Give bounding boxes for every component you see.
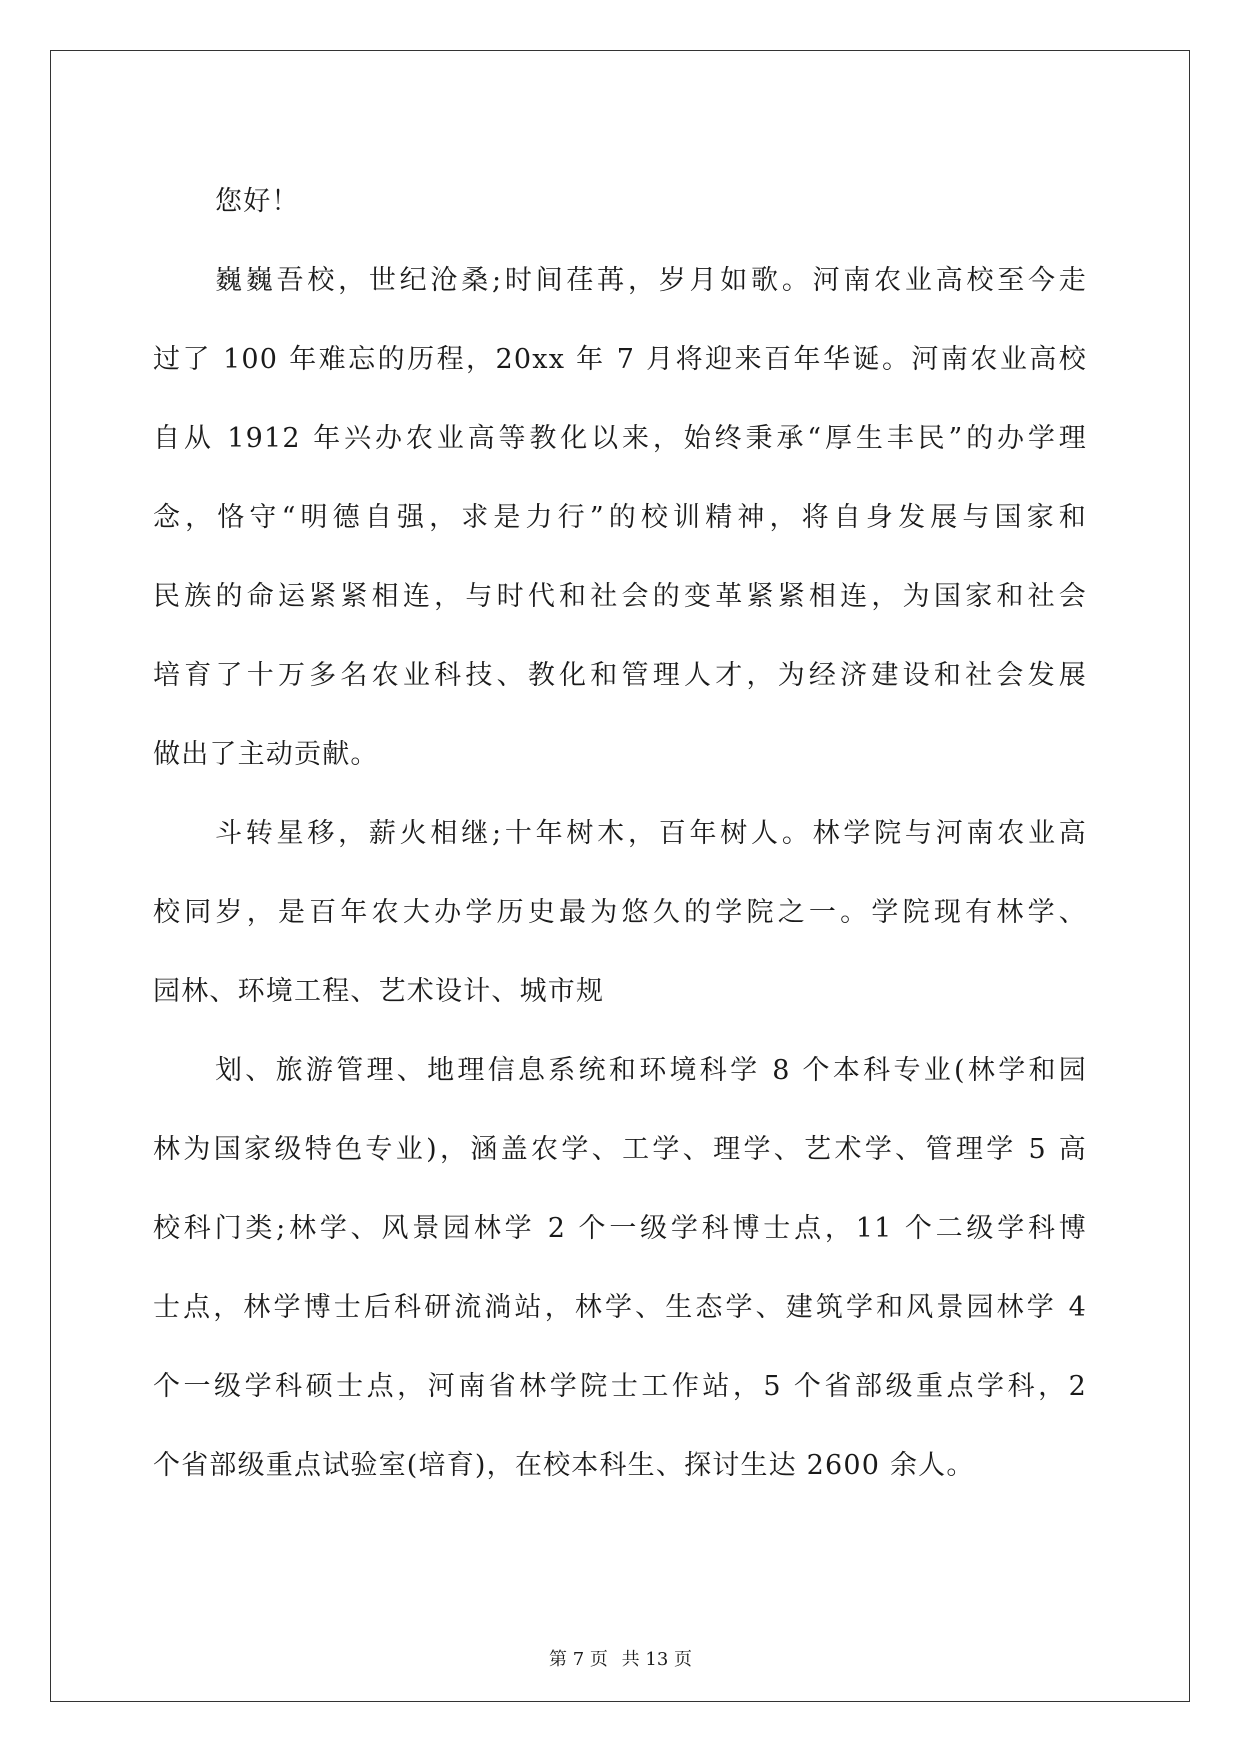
- paragraph-line: 过了 100 年难忘的历程，20xx 年 7 月将迎来百年华诞。河南农业高校: [153, 344, 1087, 375]
- paragraph-line: 林为国家级特色专业)，涵盖农学、工学、理学、艺术学、管理学 5 高: [153, 1134, 1087, 1165]
- paragraph-line: 园林、环境工程、艺术设计、城市规: [153, 976, 605, 1007]
- paragraph-line: 自从 1912 年兴办农业高等教化以来，始终秉承“厚生丰民”的办学理: [153, 423, 1087, 454]
- paragraph-line: 巍巍吾校，世纪沧桑;时间荏苒，岁月如歌。河南农业高校至今走: [215, 265, 1087, 296]
- paragraph-line: 做出了主动贡献。: [153, 739, 379, 770]
- paragraph-line: 士点，林学博士后科研流淌站，林学、生态学、建筑学和风景园林学 4: [153, 1292, 1087, 1323]
- paragraph-line: 个一级学科硕士点，河南省林学院士工作站，5 个省部级重点学科，2: [153, 1371, 1087, 1402]
- paragraph-line: 划、旅游管理、地理信息系统和环境科学 8 个本科专业(林学和园: [215, 1055, 1087, 1086]
- paragraph-line: 念，恪守“明德自强，求是力行”的校训精神，将自身发展与国家和: [153, 502, 1087, 533]
- paragraph-line: 校同岁，是百年农大办学历史最为悠久的学院之一。学院现有林学、: [153, 897, 1087, 928]
- paragraph-line: 民族的命运紧紧相连，与时代和社会的变革紧紧相连，为国家和社会: [153, 581, 1087, 612]
- page-footer: [0, 1645, 1241, 1671]
- document-body: [153, 162, 1087, 1505]
- paragraph-line: 个省部级重点试验室(培育)，在校本科生、探讨生达 2600 余人。: [153, 1450, 975, 1481]
- page-number: 第 7 页: [549, 1649, 608, 1670]
- paragraph-line: 校科门类;林学、风景园林学 2 个一级学科博士点，11 个二级学科博: [153, 1213, 1087, 1244]
- salutation-line: 您好！: [215, 186, 300, 217]
- paragraph-line: 培育了十万多名农业科技、教化和管理人才，为经济建设和社会发展: [153, 660, 1087, 691]
- paragraph-line: 斗转星移，薪火相继;十年树木，百年树人。林学院与河南农业高: [215, 818, 1087, 849]
- page-total: 共 13 页: [621, 1649, 692, 1670]
